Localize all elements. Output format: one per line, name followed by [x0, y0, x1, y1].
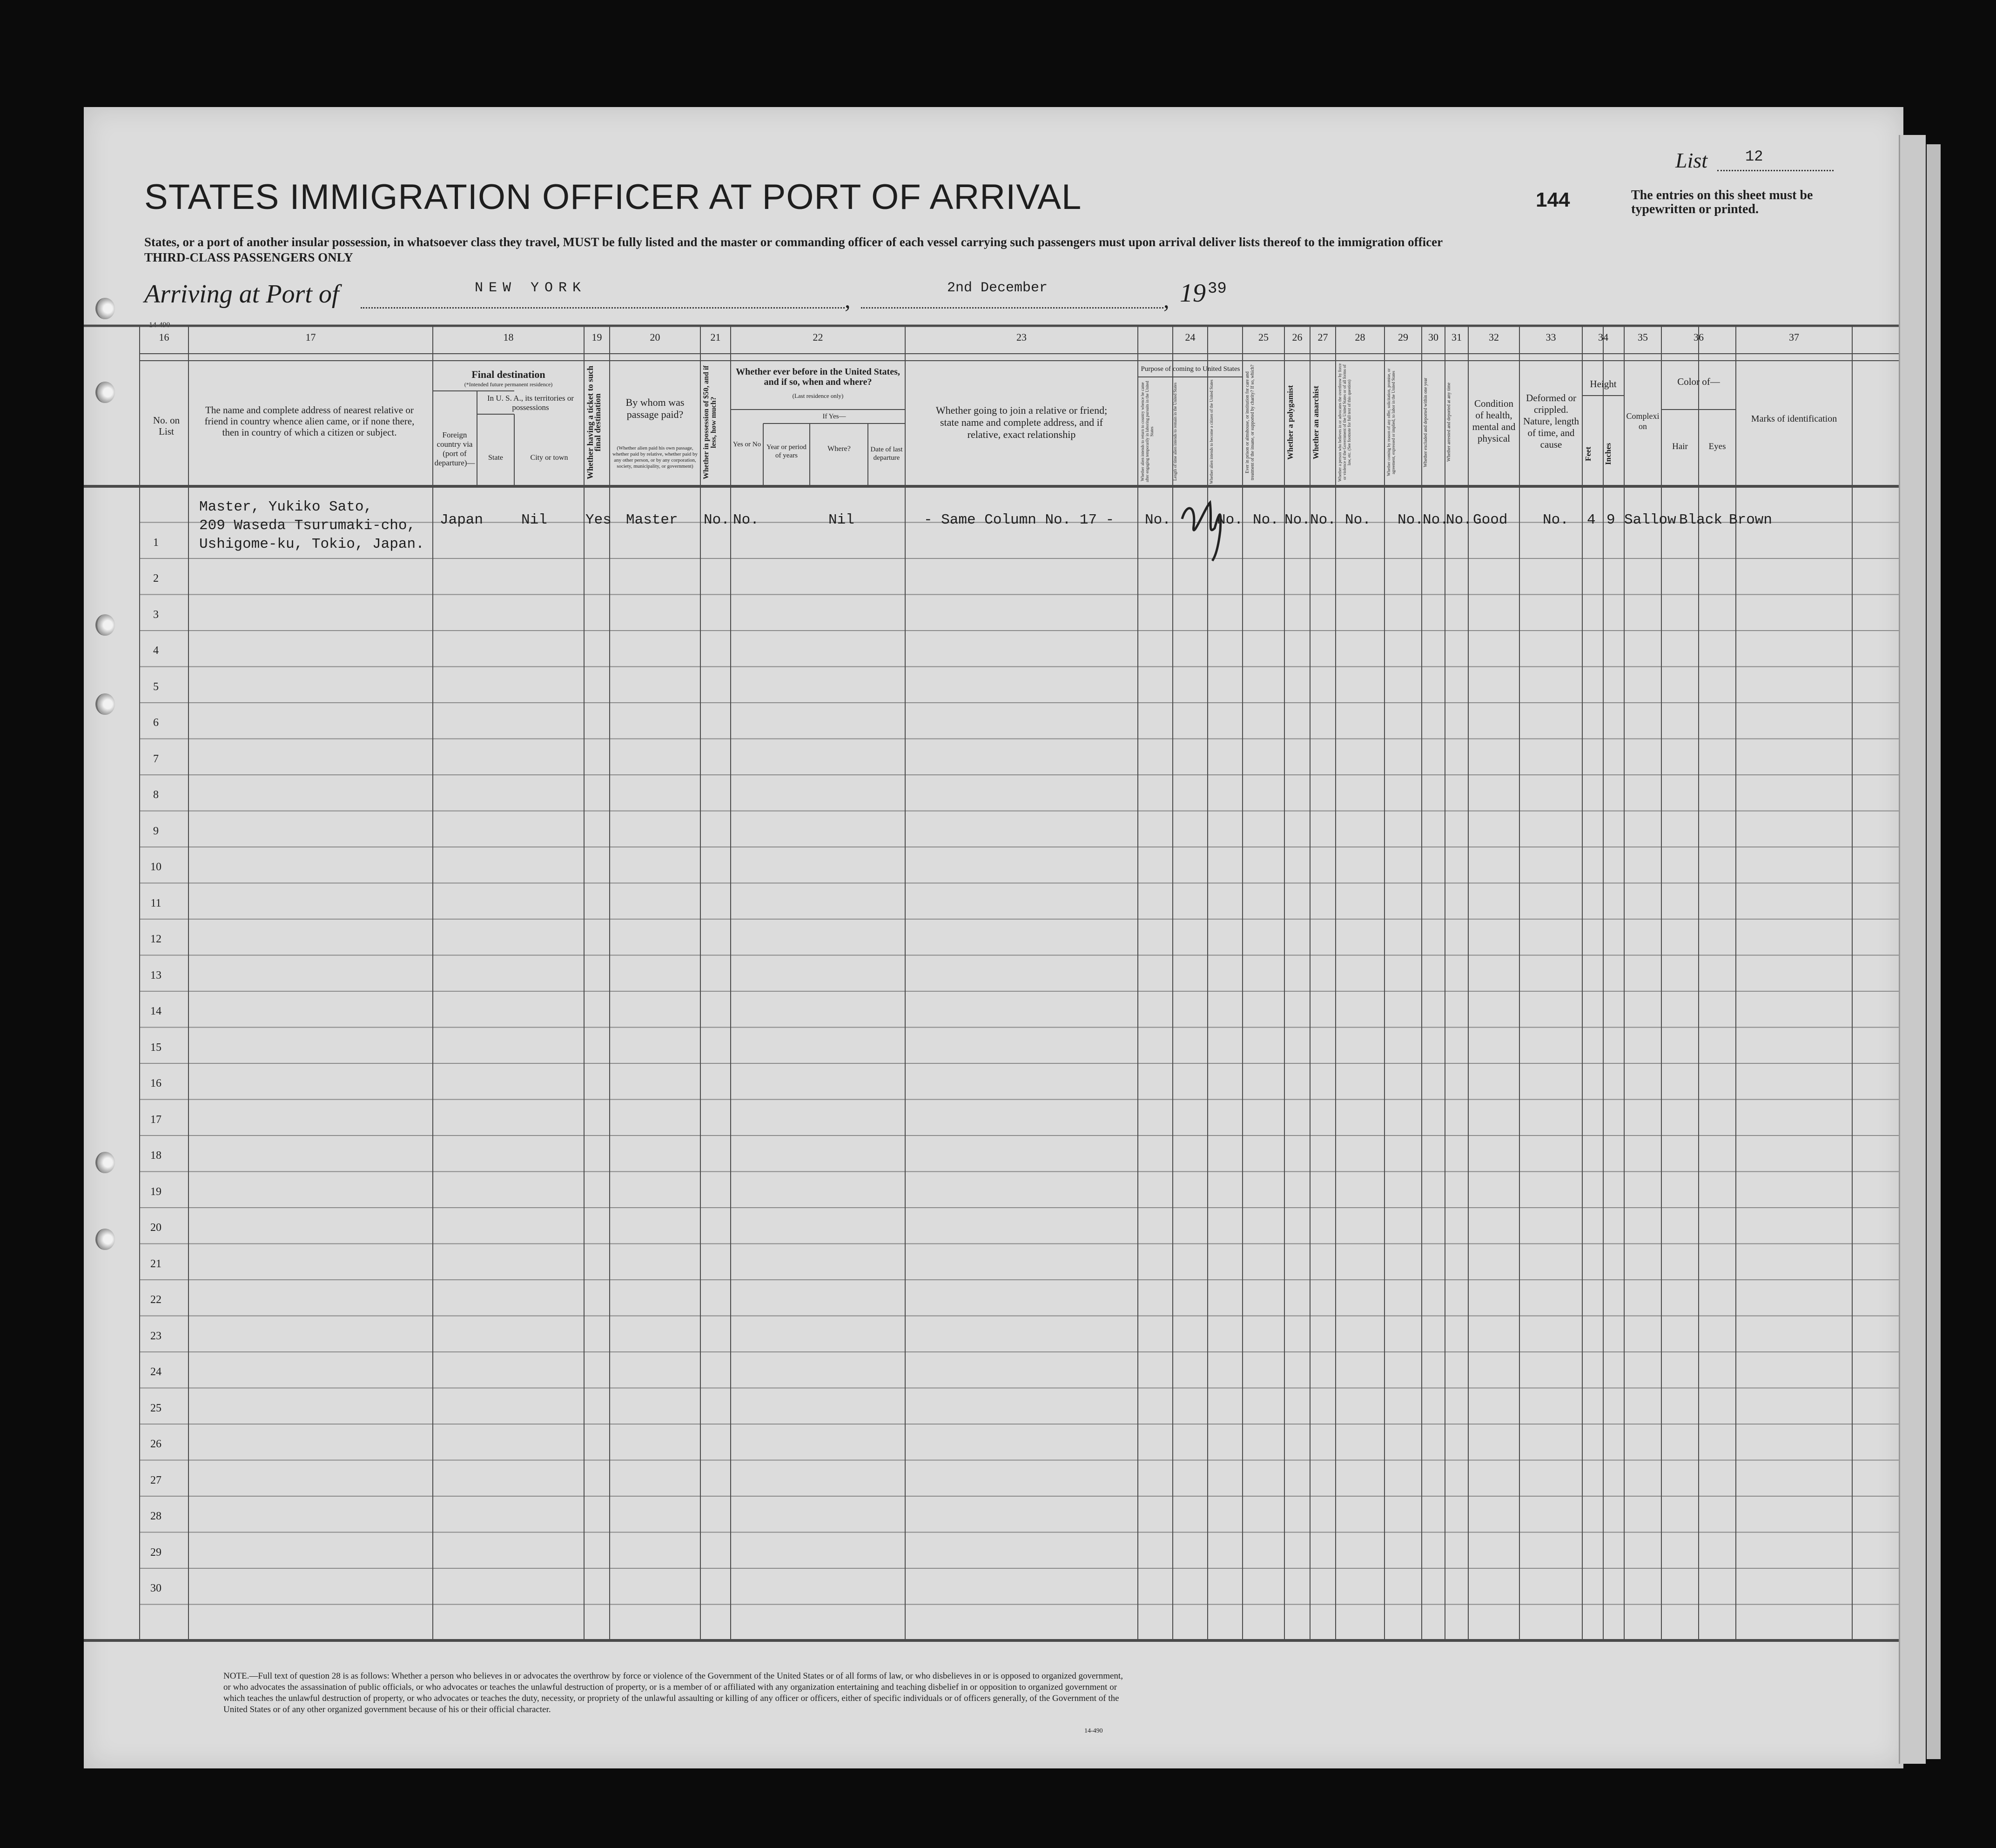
header-final-destination: Final destination — [471, 369, 545, 380]
header-passage-paid: By whom was passage paid? — [625, 396, 685, 420]
eye-color: Brown — [1729, 512, 1773, 528]
comma: , — [845, 287, 851, 313]
header-where: Where? — [827, 445, 851, 453]
header-foreign-country: Foreign country via (port of departure)— — [434, 430, 475, 467]
header-passage-paid-note: (Whether alien paid his own passage, whether paid by relative, whether paid by any other person, or by any corporation, society, municipality, or government) — [612, 445, 698, 469]
list-number: 12 — [1745, 148, 1763, 165]
header-color: Color of— — [1677, 376, 1720, 387]
excluded: No. — [1423, 512, 1449, 528]
col-num: 26 — [1292, 331, 1303, 343]
form-code: 14-490 — [149, 321, 170, 329]
row-number: 8 — [153, 789, 159, 801]
polygamist: No. — [1284, 512, 1311, 528]
foreign-country: Japan — [440, 512, 484, 528]
col-num: 28 — [1355, 331, 1365, 343]
header-if-yes: If Yes— — [822, 413, 846, 420]
header-state: State — [488, 454, 503, 462]
intro-text: States, or a port of another insular possession, in whatsoever class they travel, MUST be fully listed and the master or commanding officer of each vessel carrying such passengers must upon arrival deliver lists thereof to the immigration officer — [144, 235, 1443, 249]
header-hair: Hair — [1672, 442, 1688, 451]
height-feet: 4 — [1587, 512, 1596, 528]
footnote-code: 14-490 — [1084, 1727, 1103, 1734]
header-no-on-list: No. on List — [153, 415, 180, 437]
row-number: 7 — [153, 753, 159, 765]
row-number: 18 — [150, 1149, 161, 1162]
header-deformed: Deformed or crippled. Nature, length of time, and cause — [1523, 392, 1579, 450]
sheet-number: 144 — [1536, 188, 1570, 211]
city: Nil — [521, 512, 547, 528]
arriving-label: Arriving at Port of — [144, 280, 339, 309]
header-anarchist: Whether an anarchist — [1311, 385, 1320, 459]
header-city: City or town — [530, 454, 568, 462]
row-number: 20 — [150, 1222, 161, 1234]
row-number: 25 — [150, 1402, 161, 1414]
height-inches: 9 — [1606, 512, 1615, 528]
row-number: 9 — [153, 825, 159, 837]
col-num: 27 — [1317, 331, 1328, 343]
money: No. — [704, 512, 730, 528]
col-num: 37 — [1789, 331, 1799, 343]
year-prefix: 19 — [1180, 279, 1206, 308]
row-number: 14 — [150, 1005, 161, 1017]
row-number: 2 — [153, 572, 159, 585]
header-polygamist: Whether a polygamist — [1286, 385, 1295, 460]
col-num: 18 — [503, 331, 514, 343]
hair-color: Black — [1679, 512, 1723, 528]
date-value: 2nd December — [947, 280, 1048, 296]
purpose-return: No. — [1145, 512, 1171, 528]
row-number: 16 — [150, 1077, 161, 1089]
complexion: Sallow — [1624, 512, 1676, 528]
col-num: 24 — [1185, 331, 1196, 343]
col-num: 29 — [1398, 331, 1408, 343]
header-q28: Whether a person who believes in or advocates the overthrow by force or violence of the Government of the United States or of all forms of law, etc. (See footnote for full text of this question) — [1337, 363, 1351, 482]
passage-paid: Master — [626, 512, 678, 528]
header-joining: Whether going to join a relative or friend; state name and complete address, and if relative, exact relationship — [935, 404, 1108, 440]
header-final-destination-note: (*Intended future permanent residence) — [464, 381, 553, 388]
header-inches: Inches — [1604, 443, 1613, 465]
row-number: 4 — [153, 645, 159, 657]
col-num: 30 — [1428, 331, 1438, 343]
row-number: 23 — [150, 1330, 161, 1342]
row-number: 11 — [150, 897, 161, 909]
header-purpose-citizen: Whether alien intends to become a citizen of the United States — [1209, 379, 1214, 484]
header-marks: Marks of identification — [1751, 414, 1837, 424]
header-arrested: Whether arrested and deported at any time — [1446, 383, 1452, 462]
row-number: 24 — [150, 1366, 161, 1378]
row-number: 27 — [150, 1474, 161, 1486]
header-purpose: Purpose of coming to United States — [1141, 365, 1240, 373]
row-number: 29 — [150, 1546, 161, 1559]
header-date-departure: Date of last departure — [870, 446, 903, 462]
joining: - Same Column No. 17 - — [924, 512, 1115, 528]
ticket: Yes — [585, 512, 612, 528]
header-money: Whether in possession of $50, and if less, how much? — [702, 365, 718, 479]
header-ticket: Whether having a ticket to such final destination — [585, 365, 602, 479]
relative-line-2: 209 Waseda Tsurumaki-cho, — [199, 517, 416, 534]
purpose-citizen: No. — [1217, 512, 1243, 528]
header-year-period: Year or period of years — [766, 444, 806, 459]
row-number: 21 — [150, 1258, 161, 1270]
comma: , — [1163, 287, 1169, 313]
row-number: 6 — [153, 717, 159, 729]
col-num: 19 — [591, 331, 602, 343]
relative-line-1: Master, Yukiko Sato, — [199, 499, 373, 515]
header-in-usa: In U. S. A., its territories or possessions — [487, 394, 574, 412]
col-num: 32 — [1489, 331, 1499, 343]
col-num: 25 — [1258, 331, 1269, 343]
col-num: 33 — [1546, 331, 1556, 343]
header-relative-address: The name and complete address of nearest relative or friend in country whence alien came, or if none there, then in country of which a citizen or subject. — [204, 404, 415, 438]
row-number: 28 — [150, 1510, 161, 1522]
row-number: 13 — [150, 969, 161, 981]
header-health: Condition of health, mental and physical — [1472, 398, 1516, 444]
col-num: 16 — [159, 331, 169, 343]
list-label: List — [1675, 148, 1708, 172]
deformed: No. — [1543, 512, 1569, 528]
form-title: STATES IMMIGRATION OFFICER AT PORT OF ARRIVAL — [144, 177, 1082, 217]
header-height: Height — [1590, 378, 1617, 390]
where: Nil — [828, 512, 854, 528]
header-excluded: Whether excluded and deported within one year — [1423, 377, 1428, 467]
row-number: 10 — [150, 861, 161, 873]
col-num: 23 — [1016, 331, 1027, 343]
port-value: NEW YORK — [475, 280, 587, 296]
col-num: 36 — [1694, 331, 1704, 343]
ever-before: No. — [733, 512, 759, 528]
anarchist: No. — [1310, 512, 1336, 528]
header-prison: Ever in prison or almshouse, or institution for care and treatment of the insane, or supported by charity? If so, which? — [1245, 364, 1255, 480]
row-number: 15 — [150, 1042, 161, 1054]
col-num: 22 — [813, 331, 823, 343]
row-number: 12 — [150, 933, 161, 945]
col-num: 17 — [305, 331, 316, 343]
row-number: 30 — [150, 1582, 161, 1594]
row-number: 1 — [153, 537, 159, 549]
typewritten-instruction: The entries on this sheet must be typewritten or printed. — [1631, 188, 1813, 216]
col-num: 20 — [650, 331, 660, 343]
header-eyes: Eyes — [1708, 442, 1726, 451]
header-yes-no: Yes or No — [733, 441, 761, 448]
row-number: 3 — [153, 609, 159, 621]
footnote: NOTE.—Full text of question 28 is as follows: Whether a person who believes in or advocates the overthrow by force or violence of the Government of the United States or of all forms of law, or who disbelieves in or is opposed to organized government, or who advocates the assassination of public officials, or who advocates or teaches the unlawful destruction of property, or is a member of or affiliated with any organization entertaining and teaching disbelief in or opposition to organized government or which teaches the unlawful destruction of property, or who advocates or teaches the duty, necessity, or propriety of the unlawful assaulting or killing of any officer or officers, either of specific individuals or of officers generally, of the Government of the United States or of any other organized government because of his or their official character. — [223, 1671, 1123, 1714]
row-number: 22 — [150, 1294, 161, 1306]
row-number: 17 — [150, 1114, 161, 1126]
year-suffix: 39 — [1208, 280, 1227, 298]
col-num: 31 — [1452, 331, 1462, 343]
header-last-residence: (Last residence only) — [792, 392, 844, 399]
header-purpose-return: Whether alien intends to return to country whence he came after engaging temporarily in laboring pursuits in the United States — [1140, 381, 1154, 483]
offer: No. — [1398, 512, 1424, 528]
col-num: 34 — [1598, 331, 1608, 343]
col-num: 21 — [710, 331, 721, 343]
header-offer: Whether coming by reason of any offer, solicitation, promise, or agreement, expressed or implied, to labor in the United States — [1386, 368, 1396, 477]
header-ever-before: Whether ever before in the United States, and if so, when and where? — [736, 367, 900, 387]
row-number: 19 — [150, 1186, 161, 1198]
row-number: 26 — [150, 1438, 161, 1450]
relative-line-3: Ushigome-ku, Tokio, Japan. — [199, 536, 424, 552]
arrested: No. — [1446, 512, 1472, 528]
row-number: 5 — [153, 681, 159, 693]
col-num: 35 — [1638, 331, 1648, 343]
prison: No. — [1253, 512, 1279, 528]
passenger-class: THIRD-CLASS PASSENGERS ONLY — [144, 250, 353, 264]
header-purpose-length: Length of time alien intends to remain in the United States — [1173, 383, 1177, 481]
header-complexion: Complexion — [1626, 411, 1660, 431]
header-feet: Feet — [1584, 446, 1593, 461]
q28-answer: No. — [1345, 512, 1371, 528]
health: Good — [1473, 512, 1508, 528]
